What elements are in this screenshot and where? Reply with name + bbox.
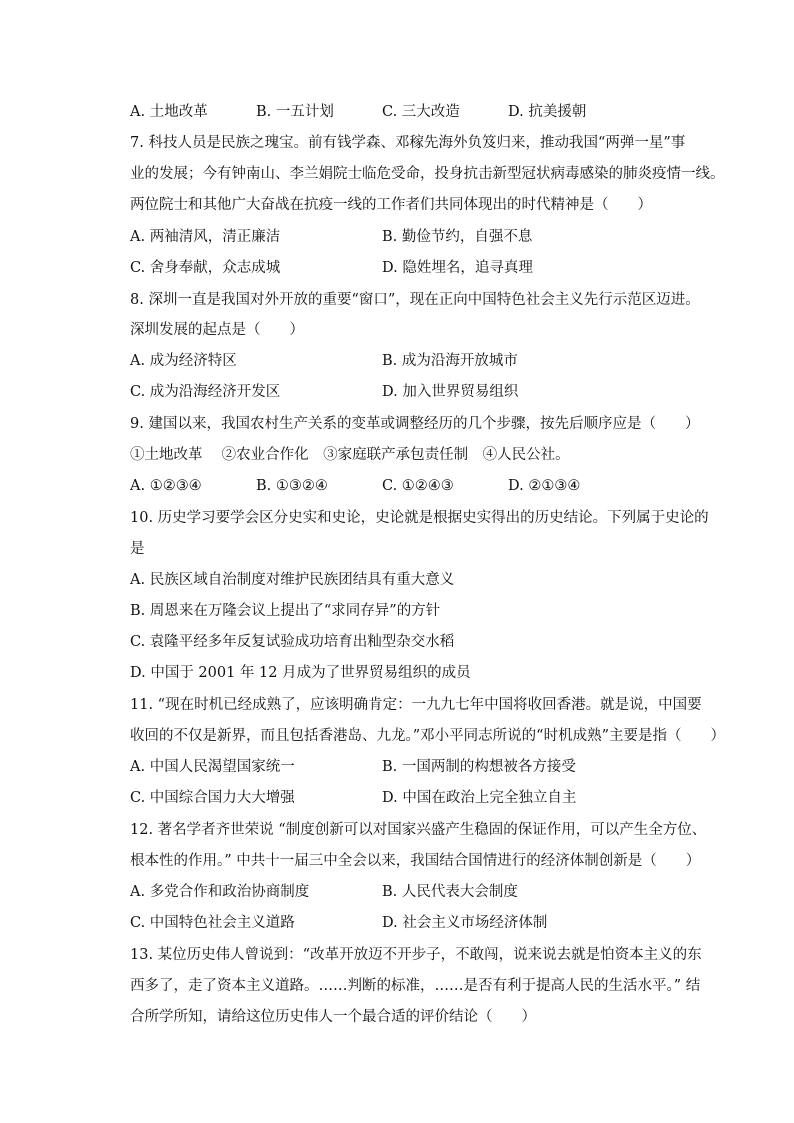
q8-stem-line-1: 8. 深圳一直是我国对外开放的重要“窗口”，现在正向中国特色社会主义先行示范区迈进。 <box>130 292 700 308</box>
q8-stem-line-2: 深圳发展的起点是（ ） <box>130 322 304 338</box>
q10-option-b: B. 周恩来在万隆会议上提出了“求同存异”的方针 <box>130 603 441 619</box>
q6-option-d: D. 抗美援朝 <box>508 104 587 120</box>
q11-option-b: B. 一国两制的构想被各方接受 <box>382 759 576 775</box>
q10-stem-line-2: 是 <box>130 541 145 557</box>
q9-option-d: D. ②①③④ <box>508 478 581 494</box>
q11-option-c: C. 中国综合国力大大增强 <box>130 790 295 806</box>
q12-stem-line-1: 12. 著名学者齐世荣说 “制度创新可以对国家兴盛产生稳固的保证作用，可以产生全方位、 <box>130 822 707 838</box>
q11-option-d: D. 中国在政治上完全独立自主 <box>382 790 577 806</box>
q8-option-d: D. 加入世界贸易组织 <box>382 384 519 400</box>
q9-stem-line-2: ①土地改革 ②农业合作化 ③家庭联产承包责任制 ④人民公社。 <box>130 447 570 463</box>
q12-option-b: B. 人民代表大会制度 <box>382 884 518 900</box>
q7-stem-line-1: 7. 科技人员是民族之瑰宝。前有钱学森、邓稼先海外负笈归来，推动我国“两弹一星”事 <box>130 135 686 151</box>
q10-option-a: A. 民族区域自治制度对维护民族团结具有重大意义 <box>130 572 455 588</box>
q10-option-c: C. 袁隆平经多年反复试验成功培育出籼型杂交水稻 <box>130 634 455 650</box>
q8-option-a: A. 成为经济特区 <box>130 353 237 369</box>
q12-option-c: C. 中国特色社会主义道路 <box>130 915 295 931</box>
q9-stem-line-1: 9. 建国以来，我国农村生产关系的变革或调整经历的几个步骤，按先后顺序应是（ ） <box>130 416 700 432</box>
q7-stem-line-3: 两位院士和其他广大奋战在抗疫一线的工作者们共同体现出的时代精神是（ ） <box>130 197 652 213</box>
q12-option-d: D. 社会主义市场经济体制 <box>382 915 548 931</box>
q11-stem-line-1: 11. “现在时机已经成熟了，应该明确肯定：一九九七年中国将收回香港。就是说，中国要 <box>130 697 702 713</box>
q9-option-b: B. ①③②④ <box>256 478 328 494</box>
q6-option-b: B. 一五计划 <box>256 104 334 120</box>
q8-option-c: C. 成为沿海经济开发区 <box>130 384 281 400</box>
q8-option-b: B. 成为沿海开放城市 <box>382 353 518 369</box>
q7-stem-line-2: 业的发展；今有钟南山、李兰娟院士临危受命，投身抗击新型冠状病毒感染的肺炎疫情一线。 <box>130 166 725 182</box>
q10-option-d: D. 中国于 2001 年 12 月成为了世界贸易组织的成员 <box>130 665 471 681</box>
q7-option-d: D. 隐姓埋名，追寻真理 <box>382 260 533 276</box>
q9-option-c: C. ①②④③ <box>382 478 454 494</box>
q10-stem-line-1: 10. 历史学习要学会区分史实和史论，史论就是根据史实得出的历史结论。下列属于史论的 <box>130 510 709 526</box>
q6-option-a: A. 土地改革 <box>130 104 208 120</box>
q13-stem-line-2: 西多了，走了资本主义道路。……判断的标准，……是否有利于提高人民的生活水平。” 结 <box>130 978 701 994</box>
q11-option-a: A. 中国人民渴望国家统一 <box>130 759 295 775</box>
q6-option-c: C. 三大改造 <box>382 104 460 120</box>
q12-option-a: A. 多党合作和政治协商制度 <box>130 884 310 900</box>
q7-option-b: B. 勤俭节约，自强不息 <box>382 229 533 245</box>
q9-option-a: A. ①②③④ <box>130 478 202 494</box>
q12-stem-line-2: 根本性的作用。” 中共十一届三中全会以来，我国结合国情进行的经济体制创新是（ ） <box>130 853 701 869</box>
q11-stem-line-2: 收回的不仅是新界，而且包括香港岛、九龙。”邓小平同志所说的“时机成熟”主要是指（ ） <box>130 728 725 744</box>
q7-option-a: A. 两袖清风，清正廉洁 <box>130 229 281 245</box>
q7-option-c: C. 舍身奉献，众志成城 <box>130 260 281 276</box>
q13-stem-line-1: 13. 某位历史伟人曾说到：“改革开放迈不开步子，不敢闯，说来说去就是怕资本主义的东 <box>130 947 702 963</box>
q13-stem-line-3: 合所学所知，请给这位历史伟人一个最合适的评价结论（ ） <box>130 1009 536 1025</box>
